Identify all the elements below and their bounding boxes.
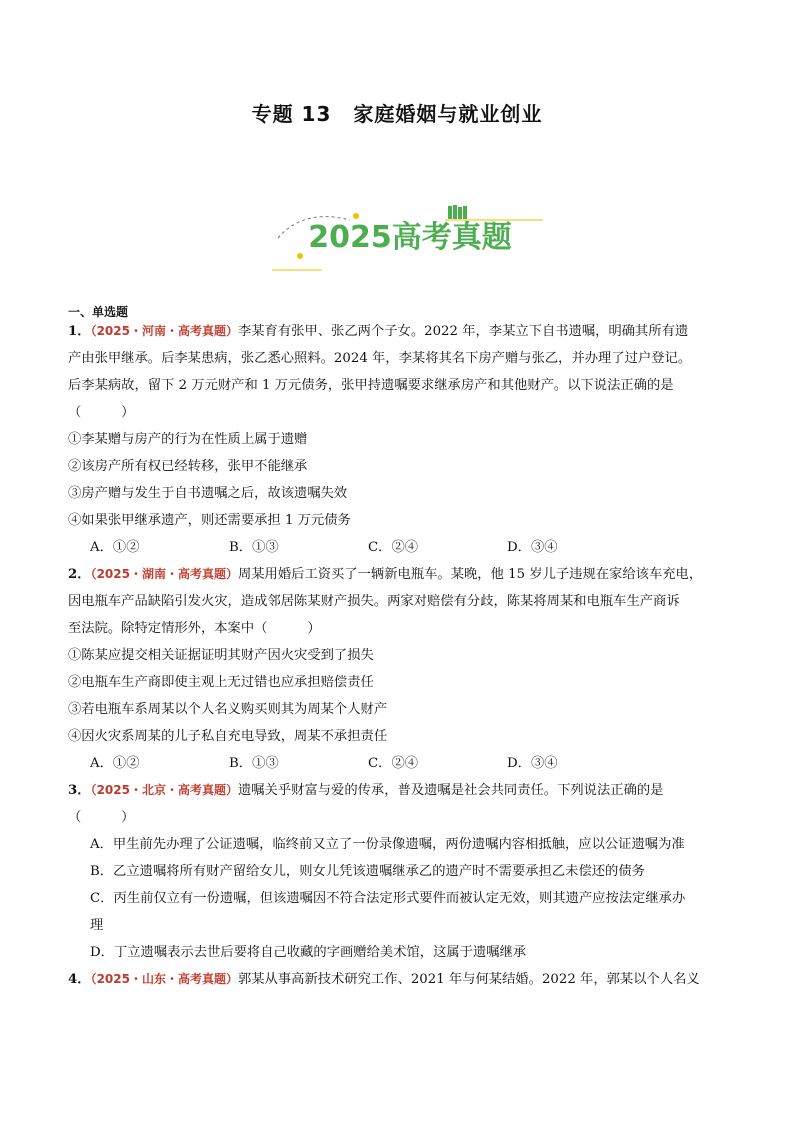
page-title	[0, 98, 794, 127]
question-1	[68, 318, 728, 561]
question-text: 因电瓶车产品缺陷引发火灾，造成邻居陈某财产损失。两家对赔偿有分歧，陈某将周某和电瓶车生产商诉	[68, 594, 680, 609]
question-number: 2．	[68, 567, 91, 582]
choice-a: A．甲生前先办理了公证遗嘱，临终前又立了一份录像遗嘱，两份遗嘱内容相抵触，应以公证遗嘱为准	[90, 837, 685, 852]
question-text: 周某用婚后工资买了一辆新电瓶车。某晚，他 15 岁儿子违规在家给该车充电，	[237, 567, 703, 582]
question-text: 郭某从事高新技术研究工作、2021 年与何某结婚。2022 年，郭某以个人名义	[237, 972, 700, 987]
question-text: 李某育有张甲、张乙两个子女。2022 年，李某立下自书遗嘱，明确其所有遗	[237, 324, 689, 339]
answer-blank: （ ）	[68, 405, 135, 420]
question-text: 至法院。除特定情形外，本案中（ ）	[68, 621, 321, 636]
choice-d: D．丁立遗嘱表示去世后要将自己收藏的字画赠给美术馆，这属于遗嘱继承	[90, 945, 527, 960]
title-topic: 专题 13	[251, 102, 332, 126]
option-c: C．②④	[368, 756, 419, 771]
statement: ②电瓶车生产商即使主观上无过错也应承担赔偿责任	[68, 675, 374, 690]
question-3	[68, 777, 728, 966]
banner	[270, 200, 550, 275]
option-b: B．①③	[229, 756, 279, 771]
question-number: 3．	[68, 783, 91, 798]
question-source: （2025・山东・高考真题）	[90, 972, 238, 986]
options-row	[68, 750, 728, 777]
statement: ③若电瓶车系周某以个人名义购买则其为周某个人财产	[68, 702, 388, 717]
question-text: 后李某病故，留下 2 万元财产和 1 万元债务，张甲持遗嘱要求继承房产和其他财产。以下说法正确的是	[68, 378, 674, 393]
question-source: （2025・北京・高考真题）	[90, 783, 238, 797]
question-list	[68, 318, 728, 993]
question-number: 4．	[68, 972, 91, 987]
question-source: （2025・湖南・高考真题）	[90, 567, 238, 581]
statement: ④因火灾系周某的儿子私自充电导致，周某不承担责任	[68, 729, 388, 744]
option-c: C．②④	[368, 540, 419, 555]
banner-title: 2025高考真题	[308, 220, 512, 255]
statement: ③房产赠与发生于自书遗嘱之后，故该遗嘱失效	[68, 486, 348, 501]
option-a: A．①②	[90, 540, 140, 555]
choice-c: C．丙生前仅立有一份遗嘱，但该遗嘱因不符合法定形式要件而被认定无效，则其遗产应按法定继承办	[90, 891, 686, 906]
option-a: A．①②	[90, 756, 140, 771]
statement: ①陈某应提交相关证据证明其财产因火灾受到了损失	[68, 648, 374, 663]
option-d: D．③④	[507, 540, 558, 555]
question-text: 遗嘱关乎财富与爱的传承，普及遗嘱是社会共同责任。下列说法正确的是	[237, 783, 664, 798]
statement: ④如果张甲继承遗产，则还需要承担 1 万元债务	[68, 513, 351, 528]
statement: ①李某赠与房产的行为在性质上属于遗赠	[68, 432, 308, 447]
option-b: B．①③	[229, 540, 279, 555]
section-heading: 一、单选题	[68, 305, 129, 319]
question-2	[68, 561, 728, 777]
statement: ②该房产所有权已经转移，张甲不能继承	[68, 459, 308, 474]
question-number: 1．	[68, 324, 91, 339]
question-source: （2025・河南・高考真题）	[90, 324, 238, 338]
question-4	[68, 966, 728, 993]
options-row	[68, 534, 728, 561]
choice-b: B．乙立遗嘱将所有财产留给女儿，则女儿凭该遗嘱继承乙的遗产时不需要承担乙未偿还的债务	[90, 864, 645, 879]
answer-blank: （ ）	[68, 810, 135, 825]
choice-c-continued: 理	[90, 918, 104, 933]
question-text: 产由张甲继承。后李某患病，张乙悉心照料。2024 年，李某将其名下房产赠与张乙，并办理了过户登记。	[68, 351, 692, 366]
title-name: 家庭婚姻与就业创业	[353, 102, 543, 126]
option-d: D．③④	[507, 756, 558, 771]
